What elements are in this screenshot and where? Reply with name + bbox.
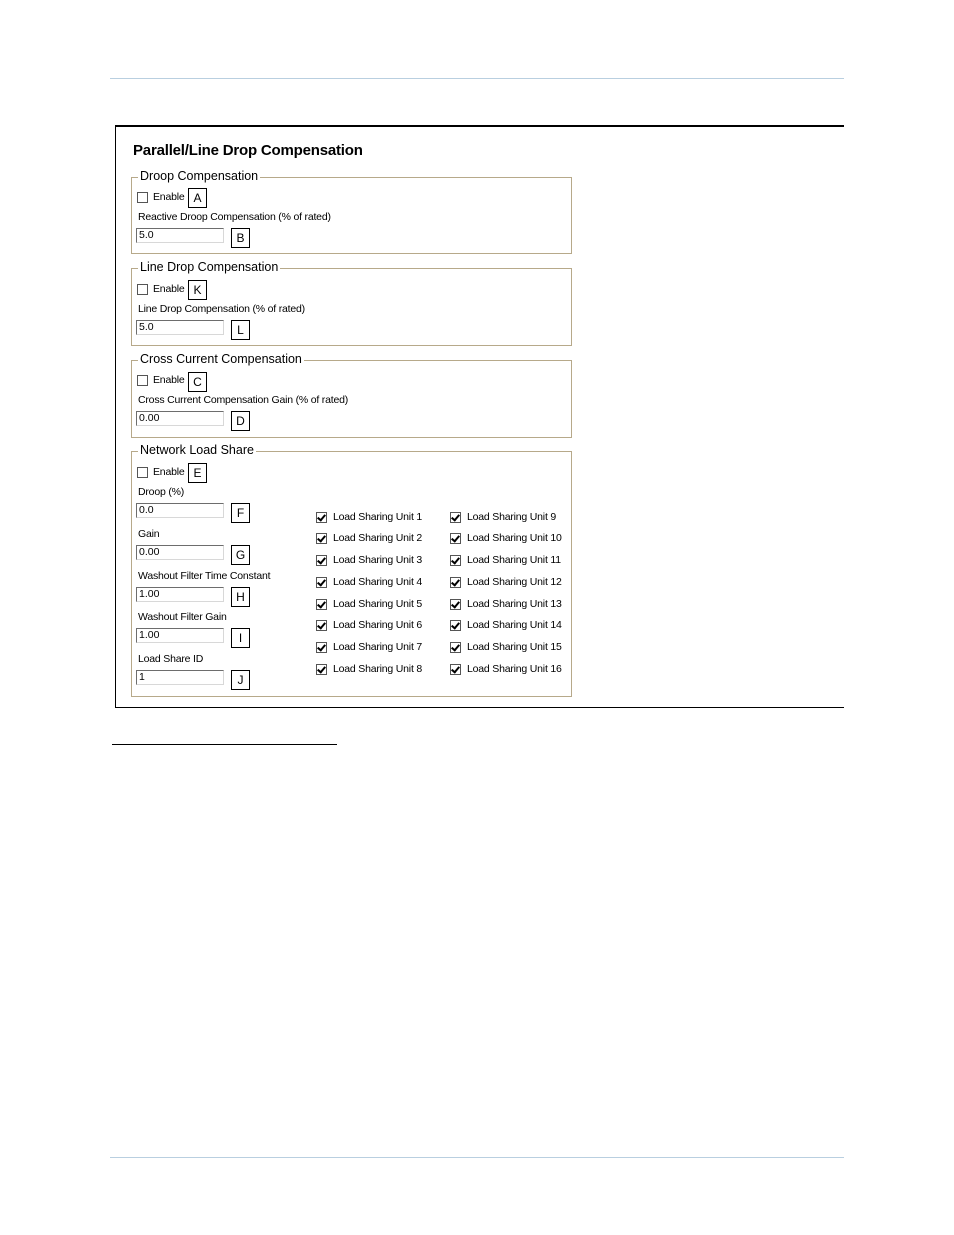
droop-enable-label: Enable (153, 191, 185, 203)
footer-rule (110, 1157, 844, 1158)
unit-label: Load Sharing Unit 15 (467, 641, 562, 653)
unit-label: Load Sharing Unit 10 (467, 532, 562, 544)
cross-current-gain-input[interactable]: 0.00 (136, 411, 224, 426)
callout-d: D (231, 411, 250, 431)
reactive-droop-label: Reactive Droop Compensation (% of rated) (138, 211, 331, 223)
callout-l: L (231, 320, 250, 340)
unit-checkbox[interactable] (450, 620, 461, 631)
network-enable-checkbox[interactable] (137, 467, 148, 478)
droop-enable-checkbox[interactable] (137, 192, 148, 203)
unit-checkbox[interactable] (316, 512, 327, 523)
callout-c: C (188, 372, 207, 392)
unit-label: Load Sharing Unit 3 (333, 554, 423, 566)
unit-checkbox[interactable] (450, 599, 461, 610)
unit-checkbox[interactable] (316, 533, 327, 544)
droop-percent-label: Droop (%) (138, 486, 185, 498)
line-drop-enable-label: Enable (153, 283, 185, 295)
cross-current-gain-label: Cross Current Compensation Gain (% of rated) (138, 394, 349, 406)
line-drop-enable-checkbox[interactable] (137, 284, 148, 295)
unit-label: Load Sharing Unit 13 (467, 598, 562, 610)
unit-checkbox[interactable] (316, 642, 327, 653)
washout-time-constant-label: Washout Filter Time Constant (138, 570, 271, 582)
unit-label: Load Sharing Unit 14 (467, 619, 562, 631)
unit-checkbox[interactable] (316, 599, 327, 610)
reactive-droop-input[interactable]: 5.0 (136, 228, 224, 243)
unit-label: Load Sharing Unit 12 (467, 576, 562, 588)
unit-checkbox[interactable] (450, 577, 461, 588)
group-legend: Droop Compensation (140, 169, 259, 183)
unit-checkbox[interactable] (316, 620, 327, 631)
gain-input[interactable]: 0.00 (136, 545, 224, 560)
unit-label: Load Sharing Unit 2 (333, 532, 423, 544)
unit-label: Load Sharing Unit 9 (467, 511, 557, 523)
washout-gain-input[interactable]: 1.00 (136, 628, 224, 643)
unit-label: Load Sharing Unit 1 (333, 511, 423, 523)
unit-checkbox[interactable] (450, 555, 461, 566)
unit-label: Load Sharing Unit 16 (467, 663, 562, 675)
callout-j: J (231, 670, 250, 690)
line-drop-input[interactable]: 5.0 (136, 320, 224, 335)
callout-i: I (231, 628, 250, 648)
footnote-rule (112, 744, 337, 745)
callout-f: F (231, 503, 250, 523)
unit-label: Load Sharing Unit 11 (467, 554, 561, 566)
callout-h: H (231, 587, 250, 607)
unit-checkbox[interactable] (316, 664, 327, 675)
group-legend: Cross Current Compensation (140, 352, 302, 366)
gain-label: Gain (138, 528, 160, 540)
callout-g: G (231, 545, 250, 565)
group-legend: Network Load Share (140, 443, 254, 457)
droop-percent-input[interactable]: 0.0 (136, 503, 224, 518)
cross-current-enable-checkbox[interactable] (137, 375, 148, 386)
washout-gain-label: Washout Filter Gain (138, 611, 227, 623)
unit-checkbox[interactable] (450, 512, 461, 523)
cross-current-enable-label: Enable (153, 374, 185, 386)
unit-checkbox[interactable] (316, 577, 327, 588)
unit-label: Load Sharing Unit 7 (333, 641, 423, 653)
unit-checkbox[interactable] (450, 642, 461, 653)
unit-label: Load Sharing Unit 6 (333, 619, 423, 631)
unit-checkbox[interactable] (316, 555, 327, 566)
callout-b: B (231, 228, 250, 248)
unit-label: Load Sharing Unit 8 (333, 663, 423, 675)
load-share-id-input[interactable]: 1 (136, 670, 224, 685)
unit-checkbox[interactable] (450, 533, 461, 544)
load-share-id-label: Load Share ID (138, 653, 204, 665)
callout-a: A (188, 188, 207, 208)
washout-time-constant-input[interactable]: 1.00 (136, 587, 224, 602)
callout-e: E (188, 463, 207, 483)
group-legend: Line Drop Compensation (140, 260, 279, 274)
unit-checkbox[interactable] (450, 664, 461, 675)
line-drop-label: Line Drop Compensation (% of rated) (138, 303, 305, 315)
unit-label: Load Sharing Unit 5 (333, 598, 423, 610)
page-title: Parallel/Line Drop Compensation (133, 142, 363, 159)
unit-label: Load Sharing Unit 4 (333, 576, 423, 588)
network-enable-label: Enable (153, 466, 185, 478)
header-rule (110, 78, 844, 79)
callout-k: K (188, 280, 207, 300)
